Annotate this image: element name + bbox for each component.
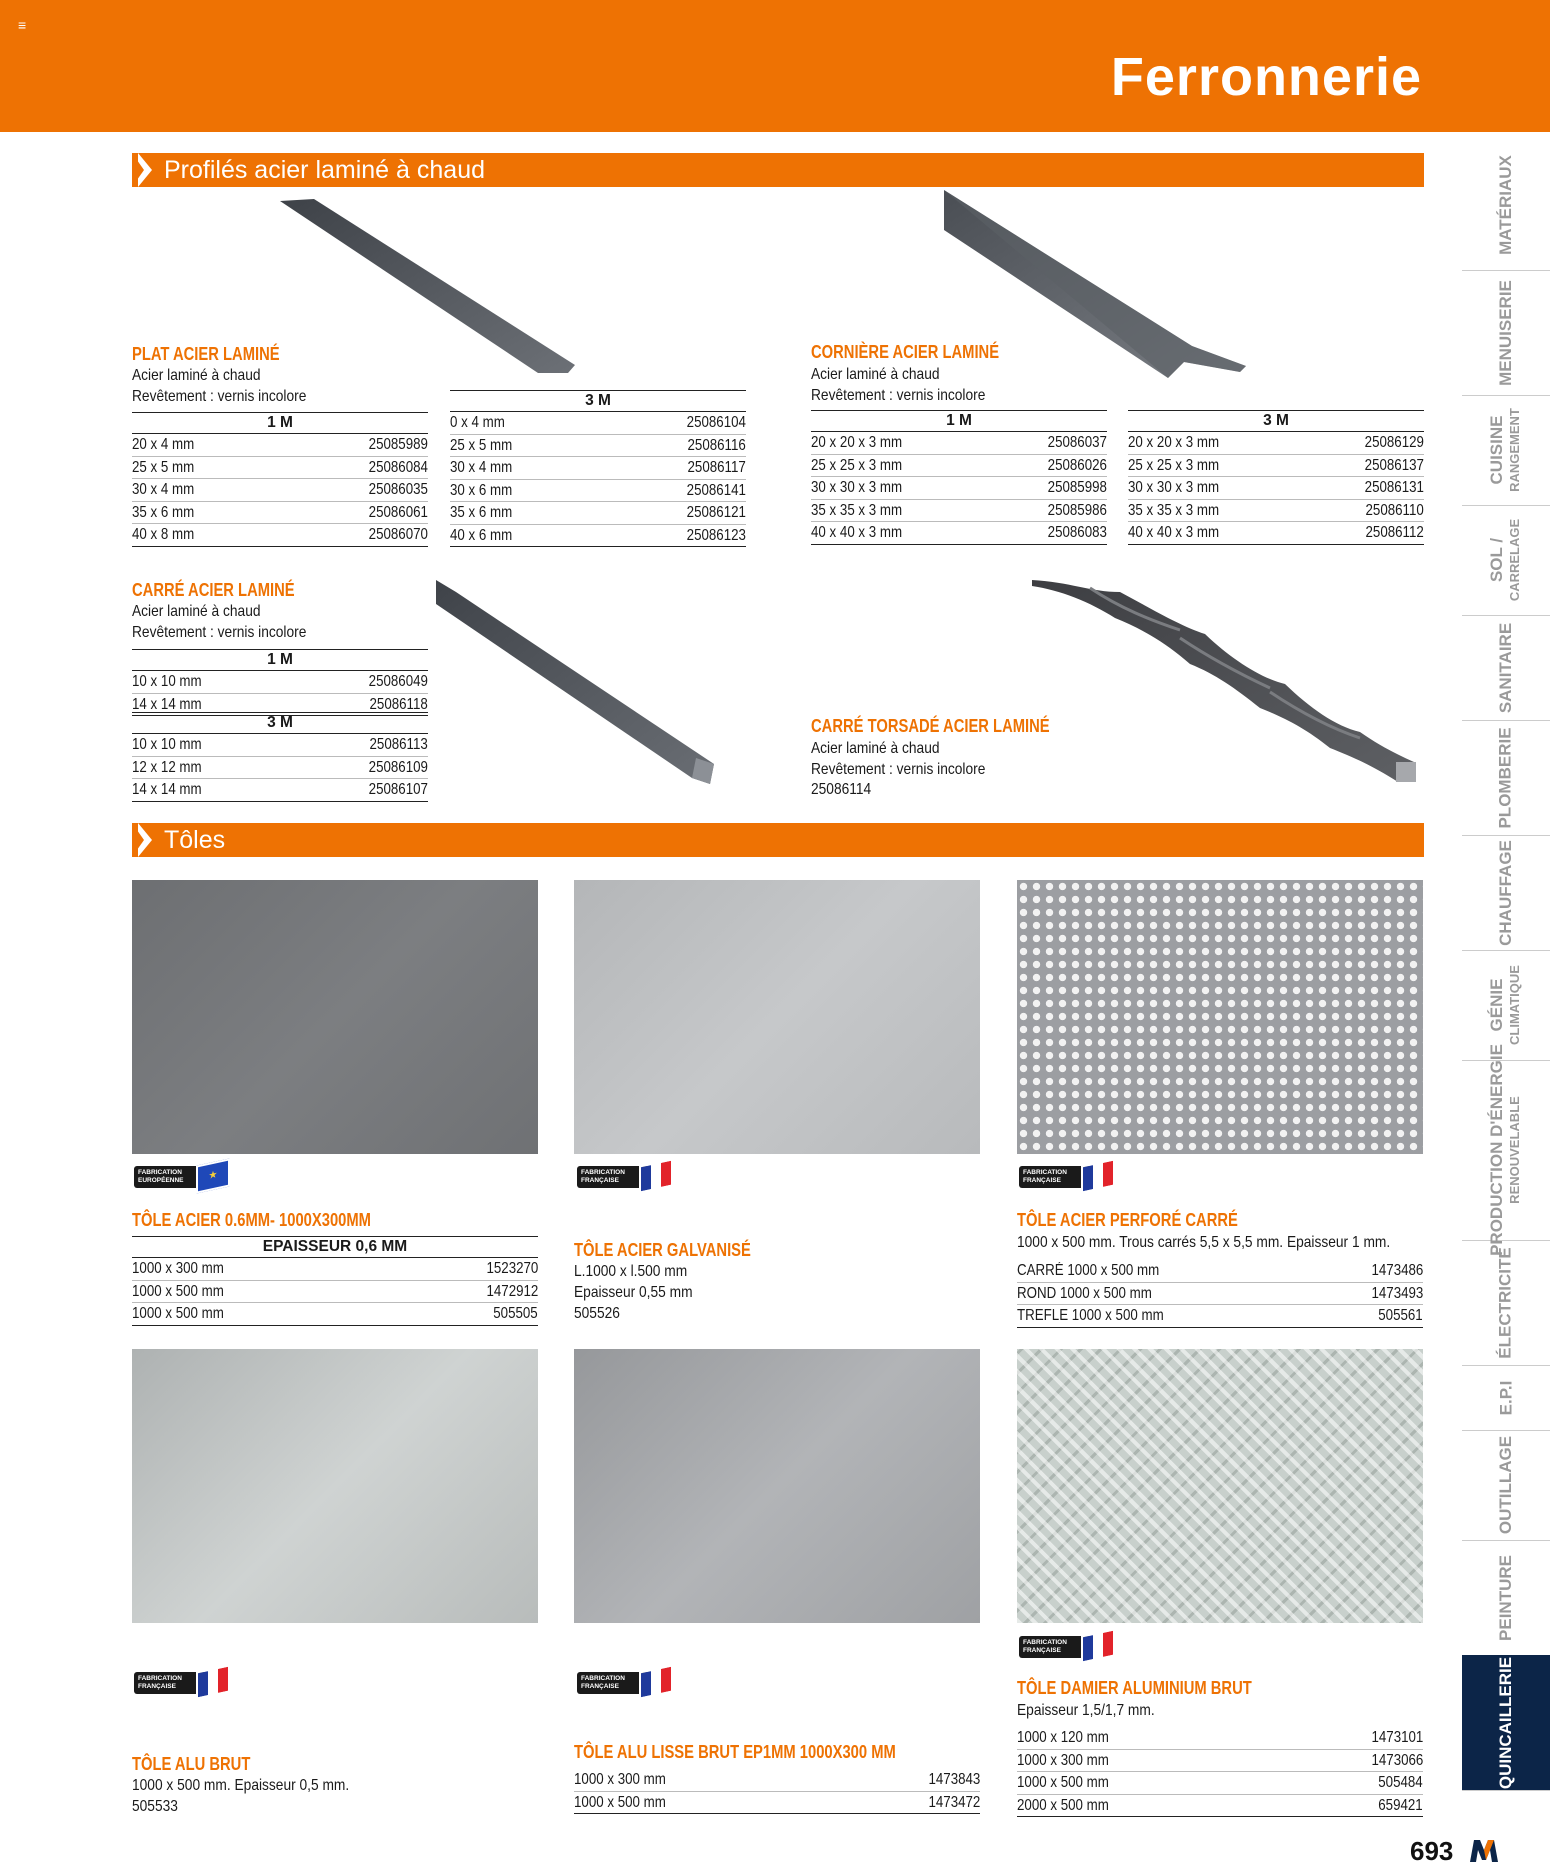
size-cell: 20 x 20 x 3 mm (1128, 434, 1220, 451)
table-row (1017, 1260, 1423, 1283)
table-row (450, 480, 746, 503)
sidebar-tab-11[interactable] (1462, 1430, 1550, 1541)
sidebar-tab-label: PRODUCTION D'ÉNERGIE (1487, 1044, 1506, 1256)
size-cell: 1000 x 300 mm (1017, 1751, 1109, 1769)
corniere-line1: Acier laminé à chaud (811, 366, 940, 383)
sidebar-tab-1[interactable] (1462, 270, 1550, 396)
fabrication-francaise-badge: FABRICATION FRANÇAISE (1019, 1632, 1117, 1662)
size-cell: 1000 x 300 mm (574, 1771, 666, 1788)
fabrication-francaise-badge: FABRICATION FRANÇAISE (1019, 1162, 1117, 1192)
reference-cell: 25086084 (368, 458, 428, 476)
size-cell: 35 x 35 x 3 mm (811, 501, 903, 519)
sidebar-tab-sublabel: RENOUVELABLE (1507, 1096, 1522, 1204)
table-row (132, 1258, 538, 1281)
tole-alu-title: TÔLE ALU BRUT (132, 1754, 251, 1774)
reference-cell: 25085989 (368, 436, 428, 453)
tole-damier-image (1017, 1349, 1423, 1623)
section-header-profiles: Profilés acier laminé à chaud (132, 153, 1424, 187)
carre-title: CARRÉ ACIER LAMINÉ (132, 580, 295, 600)
table-row (450, 435, 746, 458)
plat-table-3m (450, 390, 746, 547)
reference-cell: 1473472 (928, 1793, 980, 1811)
carre-acier-image (434, 578, 719, 790)
table-row (1017, 1750, 1423, 1773)
size-cell: 10 x 10 mm (132, 673, 202, 690)
table-header: 1 M (811, 410, 1107, 432)
tole-perfore-title: TÔLE ACIER PERFORÉ CARRÉ (1017, 1210, 1238, 1230)
torsade-ref: 25086114 (811, 781, 872, 798)
reference-cell: 1523270 (486, 1260, 538, 1277)
reference-cell: 1473843 (928, 1771, 980, 1788)
sidebar-tab-0[interactable] (1462, 140, 1550, 271)
sidebar-tab-sublabel: RANGEMENT (1507, 408, 1522, 492)
size-cell: 35 x 35 x 3 mm (1128, 501, 1220, 519)
tole-alu-line1: 1000 x 500 mm. Epaisseur 0,5 mm. (132, 1777, 350, 1794)
plat-line2: Revêtement : vernis incolore (132, 388, 307, 405)
table-row (811, 477, 1107, 500)
table-row (1017, 1772, 1423, 1795)
reference-cell: 1473486 (1371, 1262, 1423, 1279)
size-cell: 40 x 40 x 3 mm (811, 524, 903, 541)
reference-cell: 25086123 (686, 526, 746, 544)
table-row (450, 457, 746, 480)
tole-damier-table (1017, 1727, 1423, 1817)
tole-galva-ref: 505526 (574, 1305, 620, 1322)
table-row (132, 779, 428, 802)
sidebar-tab-4[interactable] (1462, 615, 1550, 721)
table-row (132, 502, 428, 525)
size-cell: 30 x 6 mm (450, 481, 513, 499)
reference-cell: 25086112 (1365, 524, 1424, 541)
plat-table-1m (132, 412, 428, 547)
table-header: EPAISSEUR 0,6 MM (132, 1236, 538, 1258)
sidebar-tab-label: ÉLECTRICITÉ (1496, 1246, 1516, 1359)
sidebar-tab-sublabel: CLIMATIQUE (1506, 965, 1522, 1045)
reference-cell: 659421 (1378, 1796, 1423, 1814)
reference-cell: 25086129 (1364, 434, 1424, 451)
sidebar-tab-label: CHAUFFAGE (1496, 839, 1515, 946)
carre-line1: Acier laminé à chaud (132, 603, 261, 620)
size-cell: 40 x 8 mm (132, 526, 195, 543)
table-header: 1 M (132, 649, 428, 671)
plat-title: PLAT ACIER LAMINÉ (132, 344, 280, 364)
french-flag-icon (1081, 1158, 1115, 1193)
reference-cell: 25086035 (368, 481, 428, 498)
reference-cell: 25085986 (1047, 501, 1107, 519)
table-row (132, 457, 428, 480)
menu-icon[interactable]: ≡ (18, 17, 27, 33)
table-row (450, 502, 746, 525)
header-bar (0, 0, 1550, 132)
torsade-image (1030, 578, 1420, 788)
french-flag-icon (196, 1664, 230, 1699)
corniere-table-1m (811, 410, 1107, 545)
torsade-title: CARRÉ TORSADÉ ACIER LAMINÉ (811, 716, 1050, 736)
page-title: Ferronnerie (1110, 47, 1422, 107)
size-cell: 1000 x 120 mm (1017, 1729, 1109, 1746)
reference-cell: 1473101 (1371, 1729, 1423, 1746)
reference-cell: 25086110 (1365, 501, 1424, 519)
size-cell: 12 x 12 mm (132, 758, 202, 776)
table-row (132, 524, 428, 547)
table-row (1128, 432, 1424, 455)
corniere-table-3m (1128, 410, 1424, 545)
reference-cell: 25086109 (368, 758, 428, 776)
tole-perfore-image (1017, 880, 1423, 1154)
size-cell: 1000 x 500 mm (132, 1305, 224, 1322)
reference-cell: 25086061 (368, 503, 428, 521)
table-row (574, 1792, 980, 1815)
sidebar-tab-label: E.P.I (1496, 1380, 1515, 1415)
size-cell: ROND 1000 x 500 mm (1017, 1284, 1152, 1302)
size-cell: 35 x 6 mm (132, 503, 195, 521)
table-row (811, 455, 1107, 478)
size-cell: 25 x 5 mm (132, 458, 195, 476)
table-row (1017, 1795, 1423, 1818)
sidebar-tab-label: QUINCAILLERIE (1496, 1656, 1516, 1789)
sidebar-tab-9[interactable] (1462, 1240, 1550, 1366)
table-row (1128, 522, 1424, 545)
tole-damier-line1: Epaisseur 1,5/1,7 mm. (1017, 1702, 1155, 1719)
french-flag-icon (639, 1664, 673, 1699)
size-cell: 0 x 4 mm (450, 414, 505, 431)
sidebar-tab-2[interactable] (1462, 395, 1550, 506)
table-row (1128, 455, 1424, 478)
size-cell: 1000 x 300 mm (132, 1260, 224, 1277)
tole-perfore-line1: 1000 x 500 mm. Trous carrés 5,5 x 5,5 mm. Epaisseur 1 mm. (1017, 1234, 1391, 1251)
tole-galva-title: TÔLE ACIER GALVANISÉ (574, 1240, 751, 1260)
size-cell: 10 x 10 mm (132, 736, 202, 753)
french-flag-icon (639, 1158, 673, 1193)
tole-acier-table (132, 1236, 538, 1326)
reference-cell: 1473066 (1371, 1751, 1423, 1769)
size-cell: 20 x 4 mm (132, 436, 195, 453)
size-cell: 40 x 6 mm (450, 526, 513, 544)
tole-acier-image (132, 880, 538, 1154)
reference-cell: 25085998 (1047, 479, 1107, 496)
table-row (132, 757, 428, 780)
table-row (1017, 1727, 1423, 1750)
size-cell: 25 x 25 x 3 mm (811, 456, 903, 474)
reference-cell: 505484 (1378, 1774, 1423, 1791)
table-row (1128, 500, 1424, 523)
sidebar-tab-label: OUTILLAGE (1496, 1435, 1515, 1535)
table-row (1017, 1305, 1423, 1328)
plat-line1: Acier laminé à chaud (132, 367, 261, 384)
carre-table-3m (132, 712, 428, 802)
table-row (811, 522, 1107, 545)
fabrication-francaise-badge: FABRICATION FRANÇAISE (134, 1668, 232, 1698)
table-row (811, 432, 1107, 455)
reference-cell: 25086118 (369, 695, 428, 713)
sidebar-tab-label: CUISINE (1487, 415, 1506, 485)
sidebar-tab-label: GÉNIE (1486, 978, 1506, 1032)
size-cell: 30 x 4 mm (132, 481, 195, 498)
reference-cell: 25086116 (687, 436, 746, 454)
table-header: 3 M (1128, 410, 1424, 432)
tole-perfore-table (1017, 1260, 1423, 1328)
reference-cell: 25086113 (369, 736, 428, 753)
carre-line2: Revêtement : vernis incolore (132, 624, 307, 641)
size-cell: 35 x 6 mm (450, 504, 513, 521)
table-row (132, 479, 428, 502)
tole-galva-line1: L.1000 x l.500 mm (574, 1263, 688, 1280)
corniere-line2: Revêtement : vernis incolore (811, 387, 986, 404)
sidebar-tab-label: MENUISERIE (1496, 279, 1516, 386)
reference-cell: 25086026 (1047, 456, 1107, 474)
table-row (450, 412, 746, 435)
reference-cell: 25086104 (686, 414, 746, 431)
size-cell: 30 x 4 mm (450, 459, 513, 476)
carre-table-1m (132, 649, 428, 716)
table-header: 1 M (132, 412, 428, 434)
tole-alu-lisse-image (574, 1349, 980, 1623)
reference-cell: 25086117 (687, 459, 746, 476)
table-row (132, 434, 428, 457)
reference-cell: 25086083 (1047, 524, 1107, 541)
size-cell: 20 x 20 x 3 mm (811, 434, 903, 451)
fabrication-europeenne-badge: FABRICATION EUROPÉENNE ★ (134, 1162, 232, 1192)
sidebar-tab-8[interactable] (1462, 1044, 1550, 1256)
reference-cell: 25086070 (368, 526, 428, 543)
torsade-line2: Revêtement : vernis incolore (811, 761, 986, 778)
tole-galva-line2: Epaisseur 0,55 mm (574, 1284, 693, 1301)
table-row (1128, 477, 1424, 500)
tole-damier-title: TÔLE DAMIER ALUMINIUM BRUT (1017, 1678, 1252, 1698)
torsade-line1: Acier laminé à chaud (811, 740, 940, 757)
sidebar-tab-label: PEINTURE (1496, 1554, 1515, 1641)
sidebar-tab-10[interactable] (1462, 1365, 1550, 1431)
size-cell: 30 x 30 x 3 mm (811, 479, 903, 496)
table-header: 3 M (132, 712, 428, 734)
plat-acier-image (270, 195, 580, 375)
size-cell: 1000 x 500 mm (132, 1282, 224, 1300)
fabrication-francaise-badge: FABRICATION FRANÇAISE (577, 1162, 675, 1192)
sidebar-tab-sublabel: CARRELAGE (1507, 518, 1522, 602)
sidebar-tab-3[interactable] (1462, 505, 1550, 616)
corniere-title: CORNIÈRE ACIER LAMINÉ (811, 342, 1000, 362)
sidebar-tab-5[interactable] (1462, 720, 1550, 836)
size-cell: 2000 x 500 mm (1017, 1796, 1109, 1814)
sidebar-tab-6[interactable] (1462, 835, 1550, 951)
table-row (574, 1769, 980, 1792)
tole-galva-image (574, 880, 980, 1154)
sidebar-tab-13[interactable] (1462, 1655, 1550, 1791)
tole-alu-ref: 505533 (132, 1798, 178, 1815)
french-flag-icon (1081, 1628, 1115, 1663)
page-number: 693 (1410, 1836, 1454, 1866)
eu-flag-icon: ★ (196, 1158, 230, 1193)
reference-cell: 505505 (493, 1305, 538, 1322)
table-row (132, 1303, 538, 1326)
reference-cell: 25086107 (368, 781, 428, 798)
tole-acier-title: TÔLE ACIER 0.6MM- 1000X300MM (132, 1210, 371, 1230)
tole-alu-image (132, 1349, 538, 1623)
reference-cell: 25086141 (686, 481, 746, 499)
tole-alu-lisse-table (574, 1769, 980, 1814)
table-row (811, 500, 1107, 523)
table-row (132, 1281, 538, 1304)
reference-cell: 25086049 (368, 673, 428, 690)
reference-cell: 25086131 (1364, 479, 1424, 496)
fabrication-francaise-badge: FABRICATION FRANÇAISE (577, 1668, 675, 1698)
size-cell: 14 x 14 mm (132, 695, 202, 713)
size-cell: TREFLE 1000 x 500 mm (1017, 1307, 1164, 1324)
sidebar-tab-label: SOL / (1487, 537, 1506, 583)
sidebar-tab-label: MATÉRIAUX (1496, 155, 1516, 255)
tole-alu-lisse-title: TÔLE ALU LISSE BRUT EP1MM 1000X300 MM (574, 1742, 896, 1762)
table-row (132, 671, 428, 694)
reference-cell: 25086037 (1047, 434, 1107, 451)
size-cell: 25 x 25 x 3 mm (1128, 456, 1220, 474)
table-header: 3 M (450, 390, 746, 412)
reference-cell: 1472912 (486, 1282, 538, 1300)
size-cell: 14 x 14 mm (132, 781, 202, 798)
size-cell: 1000 x 500 mm (1017, 1774, 1109, 1791)
sidebar-tab-12[interactable] (1462, 1540, 1550, 1656)
reference-cell: 25086137 (1364, 456, 1424, 474)
size-cell: 40 x 40 x 3 mm (1128, 524, 1220, 541)
section-header-toles: Tôles (132, 823, 1424, 857)
table-row (132, 734, 428, 757)
sidebar-tab-label: PLOMBERIE (1496, 726, 1515, 829)
m-logo-icon (1470, 1840, 1498, 1862)
size-cell: CARRÉ 1000 x 500 mm (1017, 1262, 1160, 1279)
reference-cell: 1473493 (1371, 1284, 1423, 1302)
reference-cell: 25086121 (686, 504, 746, 521)
size-cell: 25 x 5 mm (450, 436, 513, 454)
reference-cell: 505561 (1378, 1307, 1423, 1324)
table-row (450, 525, 746, 548)
table-row (1017, 1283, 1423, 1306)
size-cell: 30 x 30 x 3 mm (1128, 479, 1220, 496)
size-cell: 1000 x 500 mm (574, 1793, 666, 1811)
sidebar-tab-label: SANITAIRE (1496, 622, 1516, 713)
